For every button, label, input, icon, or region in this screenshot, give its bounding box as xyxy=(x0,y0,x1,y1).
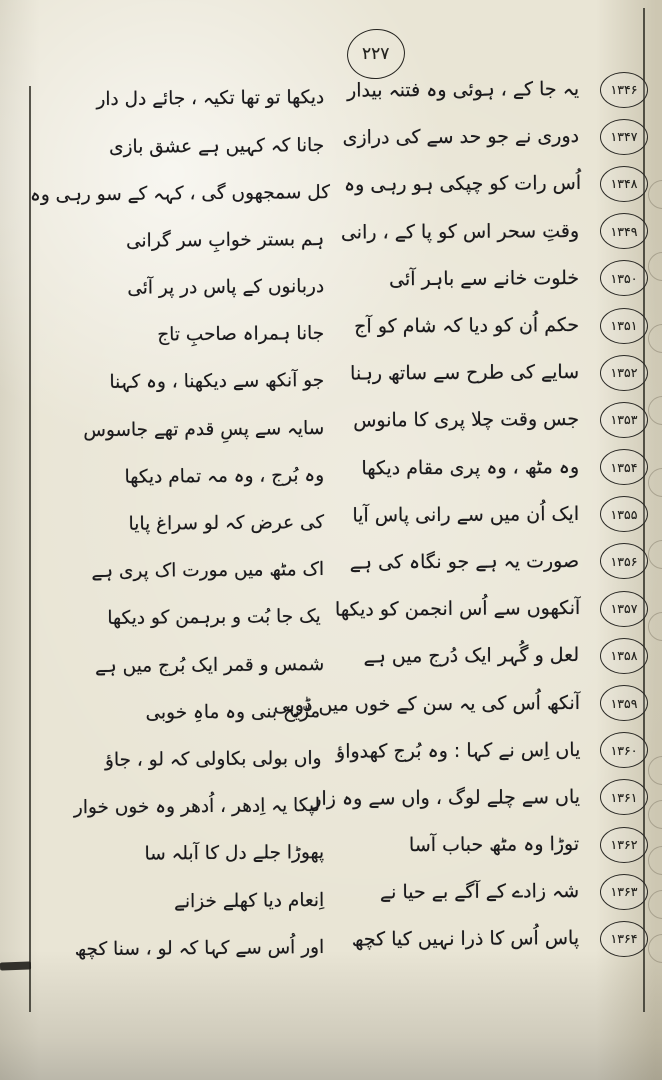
first-hemistich: صورت یہ ہے جو نگاہ کی ہے xyxy=(349,549,580,574)
verse-row xyxy=(38,585,648,632)
verse-number-circle xyxy=(600,166,648,202)
second-hemistich: لپکا یہ اِدھر ، اُدھر وہ خوں خوار xyxy=(73,795,321,819)
bleedthrough-circle xyxy=(648,180,662,209)
first-hemistich: سایے کی طرح سے ساتھ رہنا xyxy=(350,361,580,385)
verse-row xyxy=(38,255,648,302)
verse-number: ۱۳۵۹ xyxy=(610,695,638,711)
bleedthrough-circle xyxy=(648,468,662,497)
bleedthrough-circle xyxy=(648,252,662,281)
bleedthrough-circle xyxy=(648,800,662,829)
bleedthrough-circle xyxy=(648,934,662,963)
verse-number-badge xyxy=(586,591,648,627)
verse-row xyxy=(38,396,648,443)
verse-number-badge xyxy=(587,166,648,202)
first-hemistich: پاس اُس کا ذرا نہیں کیا کچھ xyxy=(351,927,580,952)
verse-number: ۱۳۶۲ xyxy=(610,837,638,853)
second-hemistich: واں بولی بکاولی کہ لو ، جاؤ xyxy=(104,747,322,771)
first-hemistich: شہ زادے کے آگے بے حیا نے xyxy=(380,880,580,904)
verse-number: ۱۳۵۵ xyxy=(610,506,638,522)
verse-number: ۱۳۴۸ xyxy=(610,176,638,192)
verse-number-badge xyxy=(585,827,648,863)
verse-row xyxy=(38,727,648,774)
verse-row xyxy=(38,66,648,113)
bleedthrough-circle xyxy=(648,324,662,353)
first-hemistich: خلوت خانے سے باہر آئی xyxy=(389,266,580,291)
verse-number-badge xyxy=(585,260,648,296)
first-hemistich: دوری نے جو حد سے کی درازی xyxy=(342,125,580,149)
verse-row xyxy=(38,821,648,868)
verse-number: ۱۳۴۹ xyxy=(610,223,638,239)
verse-number-circle xyxy=(600,402,648,438)
first-hemistich: یہ جا کے ، ہوئی وہ فتنہ بیدار xyxy=(347,78,580,102)
verse-number-circle xyxy=(600,685,648,721)
bleedthrough-circle xyxy=(648,890,662,919)
verse-number-circle xyxy=(600,638,648,674)
first-hemistich: اُس رات کو چپکی ہو رہی وہ xyxy=(343,172,582,197)
bleedthrough-circle xyxy=(648,846,662,875)
verse-number: ۱۳۶۴ xyxy=(610,931,638,947)
second-hemistich: وہ بُرج ، وہ مہ تمام دیکھا xyxy=(124,464,325,488)
second-hemistich: یک جا بُت و برہمن کو دیکھا xyxy=(107,606,321,630)
first-hemistich: وقتِ سحر اس کو پا کے ، رانی xyxy=(341,219,580,244)
second-hemistich: دیکھا تو تھا تکیہ ، جائے دل دار xyxy=(96,87,325,111)
second-hemistich: شمس و قمر ایک بُرج میں ہے xyxy=(94,653,325,677)
verse-number-badge xyxy=(585,921,648,957)
bleedthrough-circle xyxy=(648,540,662,569)
verse-number-circle xyxy=(600,779,648,815)
first-hemistich: آنکھ اُس کی یہ سن کے خوں میں ڈوبی xyxy=(273,691,581,716)
second-hemistich: اک مٹھ میں مورت اک پری ہے xyxy=(91,559,325,583)
verse-number: ۱۳۵۳ xyxy=(610,412,638,428)
verse-number: ۱۳۵۴ xyxy=(610,459,638,475)
verse-number-badge xyxy=(585,402,648,438)
second-hemistich: دربانوں کے پاس در پر آئی xyxy=(127,276,325,299)
verse-number: ۱۳۵۸ xyxy=(610,648,638,664)
verse-number-circle xyxy=(600,827,648,863)
first-hemistich: لعل و گُہر ایک دُرج میں ہے xyxy=(363,644,580,668)
verse-number-circle xyxy=(600,591,648,627)
verse-number-circle xyxy=(600,119,648,155)
verse-number-badge xyxy=(585,543,648,579)
second-hemistich: کل سمجھوں گی ، کہہ کے سو رہی وہ xyxy=(29,181,331,206)
verse-number-badge xyxy=(585,638,648,674)
first-hemistich: یاں اِس نے کہا : وہ بُرج کھدواؤ xyxy=(335,738,580,763)
verse-number-badge xyxy=(586,732,648,768)
verse-number: ۱۳۶۰ xyxy=(610,742,638,758)
verse-number-badge xyxy=(586,685,648,721)
verse-number: ۱۳۵۶ xyxy=(610,553,638,569)
verse-number: ۱۳۵۰ xyxy=(610,270,638,286)
verse-row xyxy=(38,915,648,962)
second-hemistich: سایہ سے پسِ قدم تھے جاسوس xyxy=(83,417,325,441)
verse-row xyxy=(38,208,648,255)
verse-number-circle xyxy=(600,355,648,391)
first-hemistich: آنکھوں سے اُس انجمن کو دیکھا xyxy=(334,597,581,621)
verse-number-badge xyxy=(585,119,648,155)
bleedthrough-circle xyxy=(648,756,662,785)
verse-row xyxy=(38,113,648,160)
verse-number-badge xyxy=(585,355,648,391)
verse-number-badge xyxy=(585,72,648,108)
verse-row xyxy=(38,349,648,396)
verse-list xyxy=(29,66,648,963)
first-hemistich: توڑا وہ مٹھ حباب آسا xyxy=(409,833,580,857)
verse-row xyxy=(38,302,648,349)
verse-number: ۱۳۶۳ xyxy=(610,884,638,900)
verse-number: ۱۳۴۶ xyxy=(610,82,638,98)
scan-artifact-streak xyxy=(0,961,31,970)
verse-number-badge xyxy=(585,308,648,344)
verse-row xyxy=(29,160,648,207)
verse-number-circle xyxy=(600,921,648,957)
first-hemistich: جس وقت چلا پری کا مانوس xyxy=(353,408,580,432)
first-hemistich: ایک اُن میں سے رانی پاس آیا xyxy=(352,502,580,527)
verse-row xyxy=(38,868,648,915)
verse-number: ۱۳۵۱ xyxy=(610,318,638,334)
verse-number-circle xyxy=(600,213,648,249)
verse-row xyxy=(38,679,648,726)
verse-row xyxy=(38,538,648,585)
verse-number: ۱۳۵۷ xyxy=(610,601,638,617)
first-hemistich: یاں سے چلے لوگ ، واں سے وہ زار xyxy=(312,785,581,810)
second-hemistich: ہم بستر خوابِ سر گرانی xyxy=(125,228,325,252)
first-hemistich: حکم اُن کو دیا کہ شام کو آج xyxy=(354,314,580,338)
second-hemistich: پھوڑا جلے دل کا آبلہ سا xyxy=(144,842,325,865)
first-hemistich: وہ مٹھ ، وہ پری مقام دیکھا xyxy=(361,455,580,480)
second-hemistich: کی عرض کہ لو سراغ پایا xyxy=(128,512,325,535)
second-hemistich: اِنعام دیا کھلے خزانے xyxy=(174,889,325,912)
verse-number-badge xyxy=(585,496,648,532)
verse-number: ۱۳۴۷ xyxy=(610,129,638,145)
page-number: ۲۲۷ xyxy=(362,44,390,64)
verse-number-circle xyxy=(600,543,648,579)
verse-number-circle xyxy=(600,449,648,485)
verse-row xyxy=(38,632,648,679)
verse-number: ۱۳۵۲ xyxy=(610,365,638,381)
bleedthrough-circle xyxy=(648,612,662,641)
verse-number-badge xyxy=(585,449,648,485)
verse-row xyxy=(38,774,648,821)
page-border-rule-left xyxy=(29,86,31,1012)
second-hemistich: مرّیخ بنی وہ ماہِ خوبی xyxy=(145,700,321,724)
verse-number-circle xyxy=(600,260,648,296)
verse-row xyxy=(38,444,648,491)
verse-number-circle xyxy=(600,732,648,768)
verse-number-circle xyxy=(600,308,648,344)
second-hemistich: اور اُس سے کہا کہ لو ، سنا کچھ xyxy=(74,936,325,960)
verse-number-circle xyxy=(600,72,648,108)
verse-row xyxy=(38,491,648,538)
bleedthrough-circle xyxy=(648,396,662,425)
second-hemistich: جو آنکھ سے دیکھنا ، وہ کہنا xyxy=(109,370,325,394)
verse-number-circle xyxy=(600,496,648,532)
verse-number-circle xyxy=(600,874,648,910)
verse-number-badge xyxy=(585,874,648,910)
second-hemistich: جانا کہ کہیں ہے عشق بازی xyxy=(109,134,325,158)
verse-number: ۱۳۶۱ xyxy=(610,789,638,805)
verse-number-badge xyxy=(585,213,648,249)
second-hemistich: جانا ہمراہ صاحبِ تاج xyxy=(157,323,325,346)
verse-number-badge xyxy=(586,779,648,815)
